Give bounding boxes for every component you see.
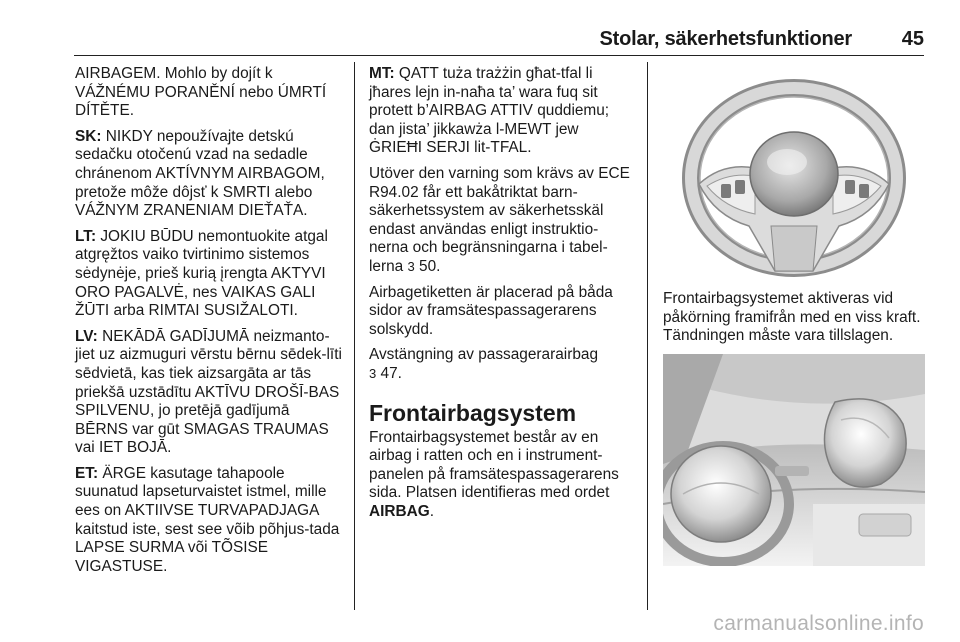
warning-text: QATT tuża trażżin għat-tfal li jħares lejn in-naħa ta’ wara fuq sit protett b’AIRBAG ATTIV quddiemu; dan jista’ jikkawża l-MEWT jew ĠRIEĦI SERJI lit-TFAL. (369, 65, 610, 157)
deployed-airbags-illustration (663, 354, 925, 566)
section-title: Stolar, säkerhetsfunktioner (599, 28, 852, 50)
lang-code: MT: (369, 65, 395, 82)
text: Frontairbagsystemet består av en airbag i ratten och en i instrument-panelen på framsätespassagerarens sida. Platsen identifieras med ordet (369, 428, 619, 502)
lang-code: SK: (75, 127, 102, 145)
text: VÁŽNÉMU PORANĚNÍ nebo ÚMRTÍ DÍTĚTE. (75, 83, 327, 120)
warning-mt (369, 65, 634, 158)
text: . (429, 502, 434, 520)
column-divider (647, 62, 648, 610)
warning-text: JOKIU BŪDU nemontuokite atgal atgręžtos vaiko tvirtinimo sistemos sėdynėje, prieš kurią įrengta AKTYVI ORO PAGALVĖ, nes VAIKAS GALI ŽŪTI arba RIMTAI SUSIŽALOTI. (75, 227, 328, 320)
page-number: 45 (901, 28, 924, 50)
text: Airbagetiketten är placerad på båda sidor av framsätespassagerarens solskydd. (369, 283, 613, 338)
column-divider (354, 62, 355, 610)
text: AIRBAGEM. Mohlo by dojít k (75, 65, 273, 82)
paragraph (369, 346, 634, 383)
warning-lt (75, 228, 343, 321)
figure-caption: Frontairbagsystemet aktiveras vid påkörning framifrån med en viss kraft. Tändningen måste vara tillslagen. (663, 290, 921, 345)
airbag-term: AIRBAG (369, 502, 430, 520)
page-header (74, 26, 924, 56)
watermark: carmanualsonline.info (713, 612, 924, 635)
warning-text: NIKDY nepoužívajte detskú sedačku otočenú vzad na sedadle chránenom AKTÍVNYM AIRBAGOM, pretože môže dôjsť k SMRTI alebo VÁŽNYM ZRANENIAM DIEŤAŤA. (75, 127, 325, 220)
reference-arrow-icon[interactable]: 3 (407, 258, 415, 274)
paragraph (369, 284, 634, 340)
paragraph (369, 429, 634, 522)
lang-code: LV: (75, 327, 98, 345)
paragraph-continued (75, 65, 343, 121)
paragraph (369, 165, 634, 277)
column-2 (369, 65, 634, 528)
page-reference[interactable]: 50. (419, 257, 441, 275)
page-reference[interactable]: 47. (380, 364, 402, 382)
column-1 (75, 65, 343, 583)
warning-text: ÄRGE kasutage tahapoole suunatud lapseturvaistet istmel, mille ees on AKTIIVSE TURVAPADJAGA kaitstud iste, sest see võib põhjus-tada LAPSE SURMA või TÕSISE VIGASTUSE. (75, 464, 340, 575)
lang-code: LT: (75, 227, 97, 245)
warning-lv (75, 328, 343, 458)
warning-sk (75, 128, 343, 221)
warning-text: NEKĀDĀ GADĪJUMĀ neizmanto-jiet uz aizmuguri vērstu bērnu sēdek-līti sēdvietā, kas tiek aizsargāta ar tās priekšā uzstādītu AKTĪVU DROŠĪ-BAS SPILVENU, jo pretējā gadījumā BĒRNS var gūt SMAGAS TRAUMAS vai IET BOJĀ. (75, 327, 342, 457)
steering-wheel-illustration (663, 66, 925, 284)
text: Utöver den varning som krävs av ECE R94.02 får ett bakåtriktat barn-säkerhetssystem av säkerhetsskäl endast användas enligt instruktio-nerna och begränsningarna i tabel-lerna (369, 164, 630, 275)
reference-arrow-icon[interactable]: 3 (369, 365, 377, 381)
text: Avstängning av passagerarairbag (369, 346, 599, 364)
section-heading: Frontairbagsystem (369, 399, 577, 426)
header-rule (74, 55, 924, 56)
column-3 (663, 290, 928, 353)
warning-et (75, 465, 343, 577)
lang-code: ET: (75, 464, 99, 482)
